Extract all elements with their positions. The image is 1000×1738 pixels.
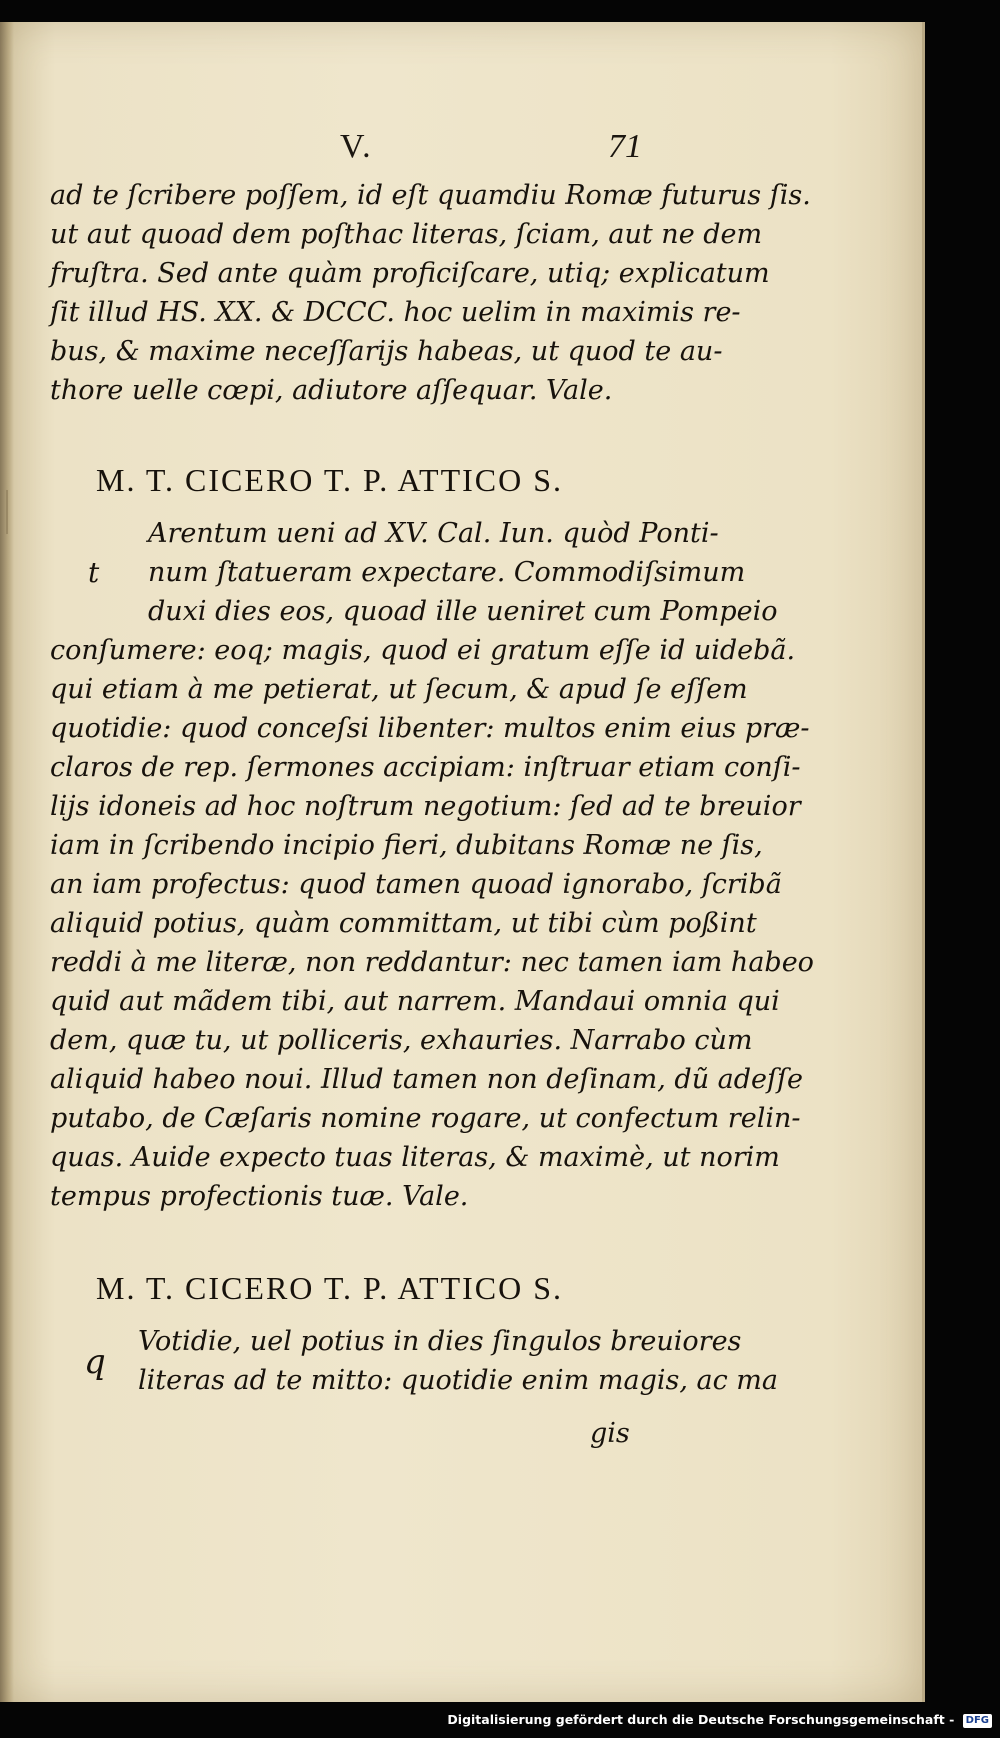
text-line: lijs idoneis ad hoc noſtrum negotium: ſed ad te breuior: [50, 791, 801, 822]
text-line: conſumere: eoq; magis, quod ei gratum eſſe id uidebã.: [50, 635, 796, 666]
letter-one-text: [50, 176, 811, 410]
text-line: aliquid habeo noui. Illud tamen non deſinam, dũ adeſſe: [50, 1064, 803, 1095]
text-line: an iam profectus: quod tamen quoad ignorabo, ſcribã: [50, 869, 782, 900]
text-line: putabo, de Cæſaris nomine rogare, ut confectum relin-: [50, 1103, 801, 1134]
text-line: literas ad te mitto: quotidie enim magis, ac ma: [138, 1365, 779, 1396]
text-line: dem, quæ tu, ut polliceris, exhauries. Narrabo cùm: [50, 1025, 753, 1056]
catchword: gis: [590, 1418, 630, 1449]
text-line: thore uelle cœpi, adiutore aſſequar. Vale.: [50, 375, 613, 406]
text-line: ad te ſcribere poſſem, id eſt quamdiu Romæ futurus ſis.: [50, 180, 811, 211]
credit-text: Digitalisierung gefördert durch die Deutsche Forschungsgemeinschaft -: [447, 1712, 955, 1727]
text-line: Votidie, uel potius in dies ſingulos breuiores: [138, 1326, 742, 1357]
text-line: quas. Auide expecto tuas literas, & maximè, ut norim: [50, 1142, 780, 1173]
text-line: claros de rep. ſermones accipiam: inſtruar etiam conſi-: [50, 752, 801, 783]
running-head-signature: V.: [340, 128, 373, 165]
page-gutter: [0, 22, 14, 1702]
letter-heading: M. T. CICERO T. P. ATTICO S.: [96, 1270, 564, 1306]
text-line: iam in ſcribendo incipio fieri, dubitans Romæ ne ſis,: [50, 830, 763, 861]
text-line: ut aut quoad dem poſthac literas, ſciam, aut ne dem: [50, 219, 763, 250]
text-line: duxi dies eos, quoad ille ueniret cum Pompeio: [148, 596, 778, 627]
text-line: aliquid potius, quàm committam, ut tibi cùm poßint: [50, 908, 757, 939]
text-line: fruſtra. Sed ante quàm proficiſcare, utiq; explicatum: [50, 258, 770, 289]
text-line: ſit illud HS. XX. & DCCC. hoc uelim in maximis re-: [50, 297, 741, 328]
text-line: quid aut mãdem tibi, aut narrem. Mandaui omnia qui: [50, 986, 780, 1017]
text-line: quotidie: quod conceſsi libenter: multos enim eius præ-: [50, 713, 810, 744]
digitization-credit: [447, 1702, 1000, 1738]
dfg-logo: DFG: [963, 1714, 992, 1728]
letter-heading: M. T. CICERO T. P. ATTICO S.: [96, 462, 564, 498]
running-head: [0, 128, 922, 168]
page-edge-mark: [6, 490, 8, 534]
text-line: bus, & maxime neceſſarijs habeas, ut quod te au-: [50, 336, 723, 367]
letter-three-text: [50, 1322, 779, 1400]
guide-letter: q: [84, 1342, 106, 1382]
text-line: num ſtatueram expectare. Commodiſsimum: [148, 557, 746, 588]
letter-two-text: [50, 514, 814, 1216]
text-line: qui etiam à me petierat, ut ſecum, & apud ſe eſſem: [50, 674, 748, 705]
text-line: Arentum ueni ad XV. Cal. Iun. quòd Ponti-: [148, 518, 719, 549]
text-line: reddi à me literæ, non reddantur: nec tamen iam habeo: [50, 947, 814, 978]
page-number: 71: [608, 128, 642, 165]
text-line: tempus profectionis tuæ. Vale.: [50, 1181, 469, 1212]
guide-letter: t: [88, 556, 100, 589]
